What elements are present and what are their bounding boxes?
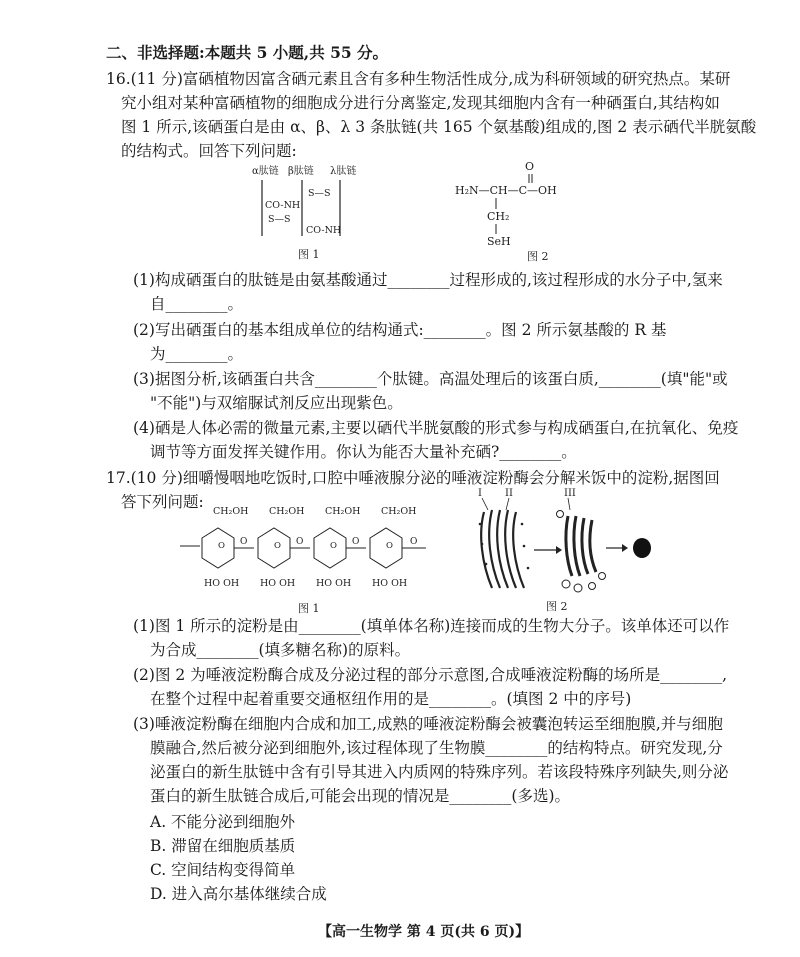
bond-label-4: CO-NH — [306, 225, 342, 236]
q17-figure-2 — [470, 484, 660, 614]
backbone-formula: H₂N—CH—C—OH — [455, 184, 557, 197]
q16-item-3: (3)据图分析,该硒蛋白共含________个肽键。高温处理后的该蛋白质,________(填"能"或 — [133, 370, 728, 388]
q16-line-2: 究小组对某种富硒植物的细胞成分进行分离鉴定,发现其细胞内含有一种硒蛋白,其结构如 — [121, 94, 720, 112]
option-d: D. 进入高尔基体继续合成 — [150, 885, 327, 903]
fig2-caption: 图 2 — [527, 250, 549, 263]
q16-figure-2 — [455, 156, 585, 266]
q16-line-4: 的结构式。回答下列问题: — [121, 142, 297, 160]
svg-text:O: O — [410, 537, 418, 547]
beta-chain-label: β肽链 — [288, 166, 314, 177]
carbonyl-o-label: O — [525, 160, 535, 173]
svg-text:O: O — [296, 537, 304, 547]
ribosome-dots — [479, 523, 530, 570]
option-b: B. 滞留在细胞质基质 — [150, 837, 296, 855]
svg-text:O: O — [330, 541, 337, 551]
ch2oh-label-2: CH₂OH — [269, 506, 305, 517]
q16-line-3: 图 1 所示,该硒蛋白是由 α、β、λ 3 条肽链(共 165 个氨基酸)组成的,图 2 表示硒代半胱氨酸 — [121, 118, 757, 136]
hooh-label-2: HO OH — [260, 578, 296, 589]
bond-label-1: CO-NH — [265, 200, 301, 211]
svg-text:O: O — [386, 541, 393, 551]
page-footer: 【高一生物学 第 4 页(共 6 页)】 — [318, 924, 530, 940]
q17-item-1: (1)图 1 所示的淀粉是由________(填单体名称)连接而成的生物大分子。该单体还可以作 — [133, 617, 730, 635]
ch2-label: CH₂ — [487, 210, 510, 223]
bond-label-3: S—S — [268, 214, 291, 225]
q17-item-3c: 泌蛋白的新生肽链中含有引导其进入内质网的特殊序列。若该段特殊序列缺失,则分泌 — [150, 763, 729, 781]
hooh-label-1: HO OH — [204, 578, 240, 589]
svg-text:O: O — [274, 541, 281, 551]
bond-label-2: S—S — [308, 188, 331, 199]
q17-fig1-caption: 图 1 — [298, 602, 320, 615]
label-II: II — [505, 488, 513, 499]
lambda-chain-label: λ肽链 — [330, 166, 357, 177]
alpha-chain-label: α肽链 — [252, 166, 279, 177]
ch2oh-label-1: CH₂OH — [213, 506, 249, 517]
seh-label: SeH — [487, 235, 511, 248]
q16-item-2b: 为________。 — [150, 345, 244, 363]
secretory-vesicle — [633, 538, 651, 558]
q16-figure-1 — [240, 158, 380, 263]
q16-item-4: (4)硒是人体必需的微量元素,主要以硒代半胱氨酸的形式参与构成硒蛋白,在抗氧化、免疫 — [133, 419, 739, 437]
q17-item-3d: 蛋白的新生肽链合成后,可能会出现的情况是________(多选)。 — [150, 787, 571, 805]
label-III: III — [564, 488, 576, 499]
q16-item-2: (2)写出硒蛋白的基本组成单位的结构通式:________。图 2 所示氨基酸的 R 基 — [133, 321, 667, 339]
q17-fig2-caption: 图 2 — [546, 600, 568, 613]
ch2oh-label-3: CH₂OH — [325, 506, 361, 517]
q17-item-2b: 在整个过程中起着重要交通枢纽作用的是________。(填图 2 中的序号) — [150, 690, 632, 708]
golgi-apparatus — [566, 516, 596, 576]
q17-item-3: (3)唾液淀粉酶在细胞内合成和加工,成熟的唾液淀粉酶会被囊泡转运至细胞膜,并与细胞 — [133, 715, 723, 733]
svg-text:O: O — [240, 537, 248, 547]
vesicles — [557, 511, 606, 593]
q16-item-4b: 调节等方面发挥关键作用。你认为能否大量补充硒?________。 — [150, 443, 577, 461]
q17-item-3b: 膜融合,然后被分泌到细胞外,该过程体现了生物膜________的结构特点。研究发现,分 — [150, 739, 723, 757]
section-heading: 二、非选择题:本题共 5 小题,共 55 分。 — [106, 43, 389, 62]
hooh-label-3: HO OH — [316, 578, 352, 589]
option-a: A. 不能分泌到细胞外 — [150, 813, 296, 831]
option-c: C. 空间结构变得简单 — [150, 861, 296, 879]
q16-line-1: 16.(11 分)富硒植物因富含硒元素且含有多种生物活性成分,成为科研领域的研究热点。某研 — [106, 70, 731, 88]
q16-item-1: (1)构成硒蛋白的肽链是由氨基酸通过________过程形成的,该过程形成的水分子中,氢来 — [133, 271, 723, 289]
q17-figure-1 — [178, 500, 440, 618]
q17-line-1: 17.(10 分)细嚼慢咽地吃饭时,口腔中唾液腺分泌的唾液淀粉酶会分解米饭中的淀粉,据图回 — [106, 469, 720, 487]
ch2oh-label-4: CH₂OH — [381, 506, 417, 517]
label-I: I — [478, 488, 482, 499]
svg-text:O: O — [218, 541, 225, 551]
hooh-label-4: HO OH — [372, 578, 408, 589]
endoplasmic-reticulum — [481, 510, 524, 588]
q16-item-1b: 自________。 — [150, 295, 244, 313]
svg-text:O: O — [352, 537, 360, 547]
q17-item-1b: 为合成________(填多糖名称)的原料。 — [150, 641, 411, 659]
q17-line-2: 答下列问题: — [121, 493, 204, 511]
q16-item-3b: "不能")与双缩脲试剂反应出现紫色。 — [150, 394, 403, 412]
fig1-caption: 图 1 — [298, 248, 320, 261]
q17-item-2: (2)图 2 为唾液淀粉酶合成及分泌过程的部分示意图,合成唾液淀粉酶的场所是________, — [133, 666, 728, 684]
